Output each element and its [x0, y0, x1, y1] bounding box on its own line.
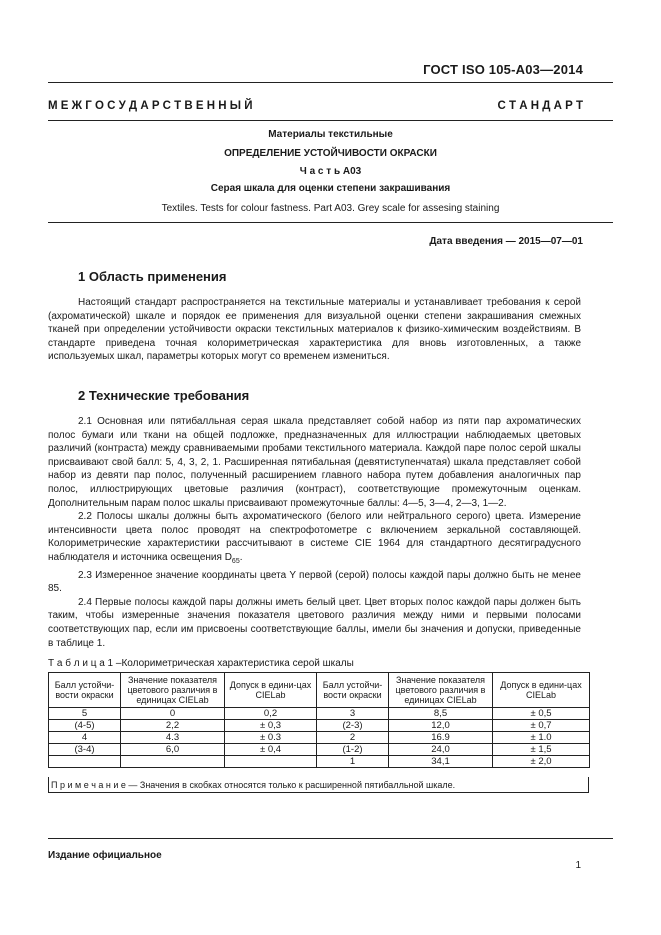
section-2-heading: 2 Технические требования [78, 388, 250, 403]
standard-banner [48, 100, 583, 112]
table-row [49, 708, 590, 720]
section-2-body [48, 415, 581, 650]
grey-scale-table [48, 672, 590, 768]
paragraph-2-3: 2.3 Измеренное значение координаты цвета Y первой (серой) полосы каждой пары должно быть не менее 85. [48, 569, 581, 595]
table-cell: 6,0 [121, 744, 225, 756]
official-edition-label: Издание официальное [48, 850, 162, 861]
banner-rule [48, 120, 613, 121]
illuminant-subscript: 65 [231, 557, 240, 565]
table-cell: 16.9 [389, 732, 493, 744]
table-row [49, 756, 590, 768]
table-cell: (3-4) [49, 744, 121, 756]
table-cell: (1-2) [317, 744, 389, 756]
title-english: Textiles. Tests for colour fastness. Part A03. Grey scale for assesing staining [161, 203, 500, 214]
paragraph-2-2 [48, 510, 581, 568]
table-cell: 2 [317, 732, 389, 744]
table-cell [225, 756, 317, 768]
title-line-1: Материалы текстильные [268, 129, 393, 140]
table-cell: ± 0.3 [225, 732, 317, 744]
table-cell [121, 756, 225, 768]
table-row [49, 732, 590, 744]
table-cell: 24,0 [389, 744, 493, 756]
table-row [49, 744, 590, 756]
header-grade-left: Балл устойчи-вости окраски [49, 673, 121, 708]
paragraph-2-2-text: 2.2 Полосы шкалы должны быть ахроматического (белого или нейтрального серого) цвета. Измерение интенсивности цвета полос проводят на спектрофотометре с включением зеркальной составляющей. Колориметрические характеристики рассчитывают в системе CIE 1964 для стандартного десятиградусного наблюдателя и источника освещения D [48, 511, 581, 563]
section-1-body [48, 296, 581, 364]
paragraph-2-2-end: . [239, 551, 243, 563]
table-cell: ± 2,0 [493, 756, 590, 768]
section-1-heading: 1 Область применения [78, 269, 227, 284]
table-cell [49, 756, 121, 768]
footer-rule [48, 838, 613, 839]
header-difference-left: Значение показателя цветового различия в единицах CIELab [121, 673, 225, 708]
header-tolerance-left: Допуск в едини-цах CIELab [225, 673, 317, 708]
table-cell: (4-5) [49, 720, 121, 732]
introduction-date: Дата введения — 2015—07—01 [429, 236, 583, 247]
header-grade-right: Балл устойчи-вости окраски [317, 673, 389, 708]
table-cell: 3 [317, 708, 389, 720]
table-cell: ± 0,7 [493, 720, 590, 732]
table-header-row [49, 673, 590, 708]
table-cell: ± 1.0 [493, 732, 590, 744]
table-cell: 5 [49, 708, 121, 720]
title-line-4: Серая шкала для оценки степени закрашивания [210, 183, 451, 194]
table-cell: 2,2 [121, 720, 225, 732]
table-cell: (2-3) [317, 720, 389, 732]
section-1-paragraph: Настоящий стандарт распространяется на текстильные материалы и устанавливает требования к серой (ахроматической) шкале и порядок ее применения для визуальной оценки степени закрашивания смежных тканей при определении устойчивости окраски текстильных материалов к физико-химическим воздействиям. В стандарте приведена точная колориметрическая характеристика для вновь изготовленных, а также используемых шкал, параметры которых могут со временем измениться. [48, 297, 581, 363]
title-rule [48, 222, 613, 223]
header-difference-right: Значение показателя цветового различия в единицах CIELab [389, 673, 493, 708]
page-number: 1 [575, 860, 581, 871]
table-note: П р и м е ч а н и е — Значения в скобках относятся только к расширенной пятибалльной шкале. [48, 777, 589, 793]
table-cell: 34,1 [389, 756, 493, 768]
header-rule [48, 82, 613, 83]
table-cell: 1 [317, 756, 389, 768]
table-cell: ± 0,4 [225, 744, 317, 756]
document-number: ГОСТ ISO 105-A03—2014 [423, 62, 583, 77]
table-cell: 4 [49, 732, 121, 744]
table-cell: 8,5 [389, 708, 493, 720]
banner-word-2: С Т А Н Д А Р Т [497, 100, 583, 112]
table-cell: 12,0 [389, 720, 493, 732]
table-cell: ± 0,3 [225, 720, 317, 732]
table-cell: ± 0,5 [493, 708, 590, 720]
table-cell: 4.3 [121, 732, 225, 744]
table-cell: 0 [121, 708, 225, 720]
table-cell: ± 1,5 [493, 744, 590, 756]
title-line-3: Ч а с т ь А03 [299, 166, 362, 177]
table-cell: 0,2 [225, 708, 317, 720]
paragraph-2-4: 2.4 Первые полосы каждой пары должны иметь белый цвет. Цвет вторых полос каждой пары должен быть таким, чтобы измеренные значения показателя цветового различия между ними и первыми полосами соответствующих пар, если им присвоены соответствующие баллы, имели бы значения и допуски, приведенные в таблице 1. [48, 596, 581, 649]
table-row [49, 720, 590, 732]
title-line-2: ОПРЕДЕЛЕНИЕ УСТОЙЧИВОСТИ ОКРАСКИ [224, 148, 437, 159]
paragraph-2-1: 2.1 Основная или пятибалльная серая шкала представляет собой набор из пяти пар ахроматических полос бумаги или ткани на общей подложке, предназначенных для иллюстрации наблюдаемых цветовых различий (контраста) между сравниваемыми пробами текстильного материала. Каждой паре полос серой шкалы присваивают свой балл: 5, 4, 3, 2, 1. Расширенная пятибальная (девятиступенчатая) шкала представляет собой набор из девяти пар полос, полученный расширением главного набора путем добавления аналогичных пар полос, иллюстрирующих цветовые различия (контраст), соответствующие промежуточным оценкам. Дополнительным парам полос шкалы присваивают промежуточные баллы: 4—5, 3—4, 2—3, 1—2. [48, 416, 581, 509]
header-tolerance-right: Допуск в едини-цах CIELab [493, 673, 590, 708]
banner-word-1: М Е Ж Г О С У Д А Р С Т В Е Н Н Ы Й [48, 100, 253, 112]
table-caption: Т а б л и ц а 1 –Колориметрическая характеристика серой шкалы [48, 658, 354, 669]
